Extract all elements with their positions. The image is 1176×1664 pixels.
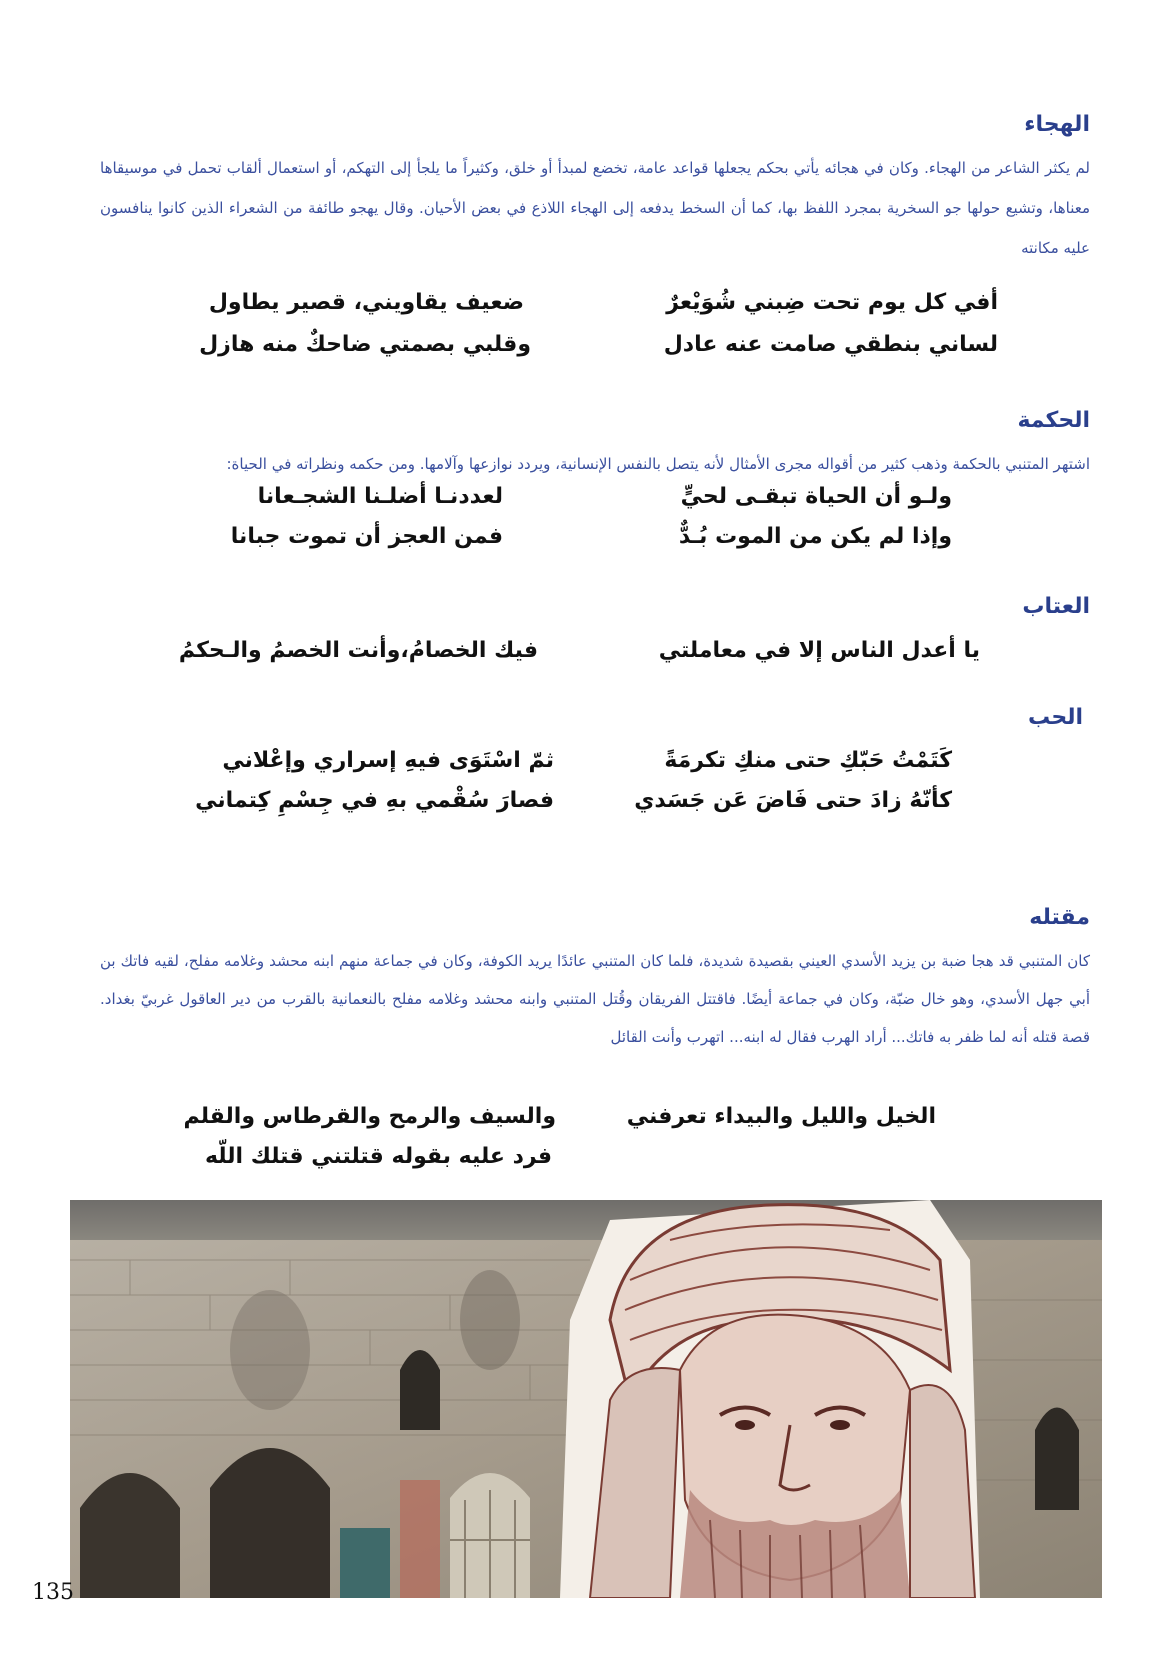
verse-hikma-2-first: وإذا لم يكن من الموت بُـدٌّ: [678, 524, 952, 549]
mutanabbi-portrait-photo: [70, 1200, 1102, 1598]
paragraph-hija: لم يكثر الشاعر من الهجاء. وكان في هجائه يأتي بحكم يجعلها قواعد عامة، تخضع لمبدأ أو خلق، وكثيراً ما يلجأ إلى التهكم، أو استعمال ألقاب تحمل في موسيقاها معناها، وتشيع حولها جو السخرية بمجرد اللفظ بها، كما أن السخط يدفعه إلى الهجاء اللاذع في بعض الأحيان. وقال يهجو طائفة من الشعراء الذين كانوا ينافسون عليه مكانته: [100, 159, 1090, 257]
verse-maqtaluh-1-second: والسيف والرمح والقرطاس والقلم: [183, 1104, 556, 1129]
heading-hikma: الحكمة: [1017, 408, 1090, 433]
verse-hubb-1-second: ثمّ اسْتَوَى فيهِ إسراري وإعْلاني: [222, 748, 554, 773]
heading-hija: الهجاء: [1024, 112, 1090, 137]
heading-itab: العتاب: [1022, 594, 1090, 619]
verse-hikma-2-second: فمن العجز أن تموت جبانا: [230, 524, 503, 549]
verse-hubb-2-second: فصارَ سُقْمي بهِ في جِسْمِ كِتماني: [195, 788, 554, 813]
verse-hija-2-first: لساني بنطقي صامت عنه عادل: [663, 332, 998, 357]
verse-itab-1-first: يا أعدل الناس إلا في معاملتي: [658, 638, 980, 663]
verse-hikma-1-second: لعددنـا أضلـنا الشجـعانا: [257, 484, 503, 509]
verse-maqtaluh-2-second: فرد عليه بقوله قتلتني قتلك اللّه: [204, 1144, 552, 1169]
paragraph-maqtaluh: كان المتنبي قد هجا ضبة بن يزيد الأسدي العيني بقصيدة شديدة، فلما كان المتنبي عائدًا يريد الكوفة، وكان في جماعة منهم ابنه محشد وغلامه مفلح، لقيه فاتك بن أبي جهل الأسدي، وهو خال ضبّة، وكان في جماعة أيضًا. فاقتتل الفريقان وقُتل المتنبي وابنه محشد وغلامه مفلح بالنعمانية بالقرب من دير العاقول غربيّ بغداد. قصة قتله أنه لما ظفر به فاتك... أراد الهرب فقال له ابنه... اتهرب وأنت القائل: [100, 952, 1090, 1046]
verse-hija-1-second: ضعيف يقاويني، قصير يطاول: [208, 290, 524, 315]
verse-itab-1-second: فيك الخصامُ،وأنت الخصمُ والـحكمُ: [178, 638, 538, 663]
verse-hija-2-second: وقلبي بصمتي ضاحكٌ منه هازل: [199, 332, 531, 357]
page-number: 135: [32, 1580, 74, 1605]
heading-maqtaluh: مقتله: [1029, 905, 1090, 930]
paragraph-hikma: اشتهر المتنبي بالحكمة وذهب كثير من أقواله مجرى الأمثال لأنه يتصل بالنفس الإنسانية، ويردد نوازعها وآلامها. ومن حكمه ونظراته في الحياة:: [226, 455, 1090, 473]
verse-hubb-1-first: كَتَمْتُ حَبّكِ حتى منكِ تكرمَةً: [664, 748, 952, 773]
verse-hikma-1-first: ولـو أن الحياة تبقـى لحيٍّ: [680, 484, 952, 509]
verse-maqtaluh-1-first: الخيل والليل والبيداء تعرفني: [626, 1104, 936, 1129]
heading-hubb: الحب: [1028, 705, 1083, 730]
verse-hija-1-first: أفي كل يوم تحت ضِبني شُوَيْعرٌ: [666, 290, 998, 315]
verse-hubb-2-first: كأنّهُ زادَ حتى فَاضَ عَن جَسَدي: [634, 788, 952, 813]
